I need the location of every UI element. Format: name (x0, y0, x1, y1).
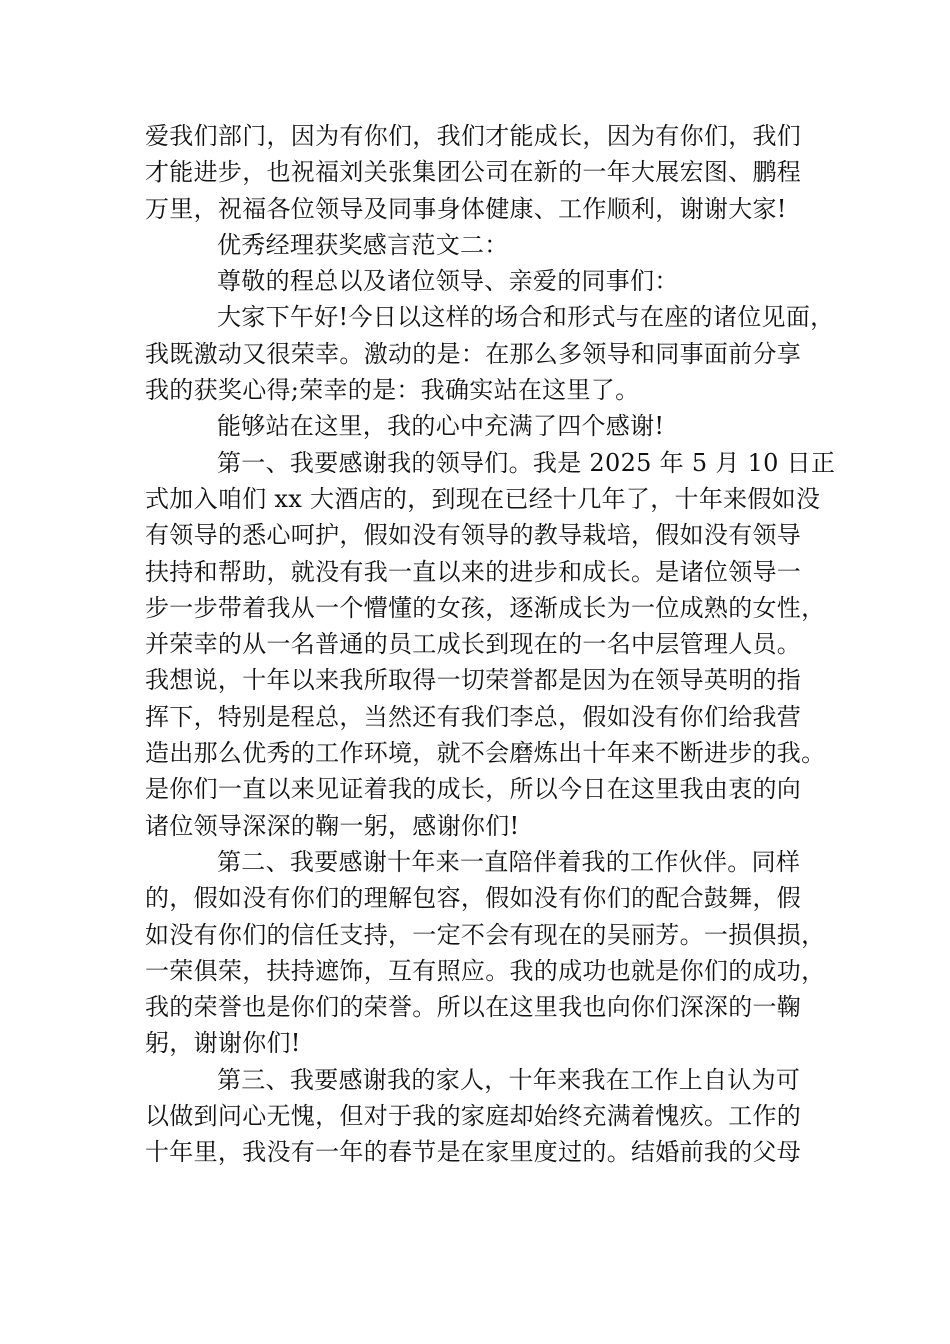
text-line: 如没有你们的信任支持，一定不会有现在的吴丽芳。一损俱损， (145, 920, 826, 949)
paragraph-start: 第一、我要感谢我的领导们。我是 2025 年 5 月 10 日正 (217, 448, 836, 477)
text-line: 是你们一直以来见证着我的成长，所以今日在这里我由衷的向 (145, 775, 802, 804)
text-line: 诸位领导深深的鞠一躬，感谢你们! (145, 811, 520, 840)
paragraph-start: 大家下午好!今日以这样的场合和形式与在座的诸位见面， (217, 303, 835, 332)
text-line: 我的荣誉也是你们的荣誉。所以在这里我也向你们深深的一鞠 (145, 993, 802, 1022)
text-line: 我既激动又很荣幸。激动的是：在那么多领导和同事面前分享 (145, 339, 802, 368)
text-line: 并荣幸的从一名普通的员工成长到现在的一名中层管理人员。 (145, 630, 802, 659)
text-line: 万里，祝福各位领导及同事身体健康、工作顺利，谢谢大家! (145, 194, 787, 223)
salutation: 尊敬的程总以及诸位领导、亲爱的同事们： (217, 267, 679, 296)
text-line: 以做到问心无愧，但对于我的家庭却始终充满着愧疚。工作的 (145, 1102, 802, 1131)
text-line: 躬，谢谢你们! (145, 1029, 301, 1058)
paragraph-start: 能够站在这里，我的心中充满了四个感谢! (217, 412, 665, 441)
text-line: 我想说，十年以来我所取得一切荣誉都是因为在领导英明的指 (145, 666, 802, 695)
text-line: 一荣俱荣，扶持遮饰，互有照应。我的成功也就是你们的成功， (145, 956, 826, 985)
section-heading: 优秀经理获奖感言范文二： (217, 230, 509, 259)
text-line: 扶持和帮助，就没有我一直以来的进步和成长。是诸位领导一 (145, 557, 802, 586)
text-line: 我的获奖心得;荣幸的是：我确实站在这里了。 (145, 376, 640, 405)
text-line: 十年里，我没有一年的春节是在家里度过的。结婚前我的父母 (145, 1138, 802, 1167)
text-line: 才能进步，也祝福刘关张集团公司在新的一年大展宏图、鹏程 (145, 158, 802, 187)
text-line: 挥下，特别是程总，当然还有我们李总，假如没有你们给我营 (145, 702, 802, 731)
text-line: 式加入咱们 xx 大酒店的，到现在已经十几年了，十年来假如没 (145, 484, 821, 513)
paragraph-start: 第二、我要感谢十年来一直陪伴着我的工作伙伴。同样 (217, 847, 801, 876)
document-body (145, 118, 836, 1171)
text-line: 爱我们部门，因为有你们，我们才能成长，因为有你们，我们 (145, 122, 802, 150)
paragraph-start: 第三、我要感谢我的家人，十年来我在工作上自认为可 (217, 1065, 801, 1094)
text-line: 的，假如没有你们的理解包容，假如没有你们的配合鼓舞，假 (145, 884, 802, 913)
text-line: 造出那么优秀的工作环境，就不会磨炼出十年来不断进步的我。 (145, 739, 826, 768)
text-line: 步一步带着我从一个懵懂的女孩，逐渐成长为一位成熟的女性， (145, 593, 826, 622)
text-line: 有领导的悉心呵护，假如没有领导的教导栽培，假如没有领导 (145, 521, 802, 550)
